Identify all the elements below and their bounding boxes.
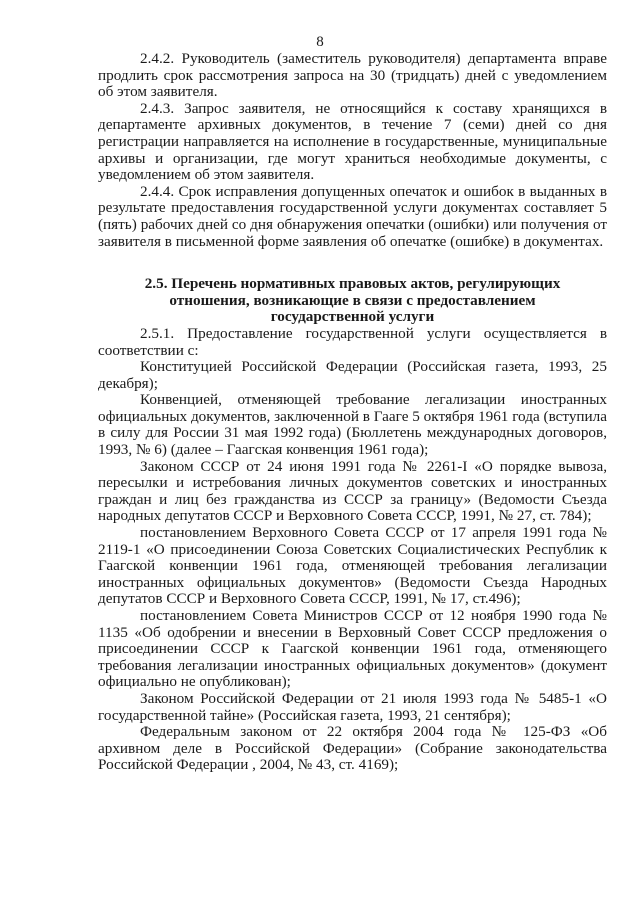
list-item-council-of-ministers-resolution: постановлением Совета Министров СССР от 12 ноября 1990 года № 1135 «Об одобрении и внесении в Верховный Совет СССР предложения о присоединении СССР к Гаагской конвенции 1961 года, отменяющего требования легализации иностранных официальных документов» (документ официально не опубликован);	[98, 607, 607, 691]
document-body	[98, 51, 607, 774]
list-item-supreme-council-resolution: постановлением Верховного Совета СССР от 17 апреля 1991 года № 2119-1 «О присоединении Союза Советских Социалистических Республик к Гаагской конвенции 1961 года, отменяющей требования легализации иностранных официальных документов» (Ведомости Съезда Народных депутатов СССР и Верховного Совета СССР, 1991, № 17, ст.496);	[98, 524, 607, 608]
section-heading-line: государственной услуги	[270, 308, 435, 326]
section-heading-2-5	[98, 276, 607, 326]
page-number: 8	[316, 34, 324, 50]
list-item-hague-convention: Конвенцией, отменяющей требование легализации иностранных официальных документов, заключенной в Гааге 5 октября 1961 года (вступила в силу для России 31 мая 1992 года) (Бюллетень международных договоров, 1993, № 6) (далее – Гаагская конвенция 1961 года);	[98, 391, 607, 459]
list-item-ussr-law-2261: Законом СССР от 24 июня 1991 года № 2261-I «О порядке вывоза, пересылки и истребования личных документов советских и иностранных граждан и лиц без гражданства из СССР за границу» (Ведомости Съезда народных депутатов СССР и Верховного Совета СССР, 1991, № 27, ст. 784);	[98, 457, 607, 525]
section-heading-line: 2.5. Перечень нормативных правовых актов, регулирующих	[144, 275, 561, 293]
paragraph-2-4-3: 2.4.3. Запрос заявителя, не относящийся к составу хранящихся в департаменте архивных документов, в течение 7 (семи) дней со дня регистрации направляется на исполнение в государственные, муниципальные архивы и организации, где могут храниться необходимые документы, с уведомлением об этом заявителя.	[98, 99, 607, 184]
paragraph-2-4-4: 2.4.4. Срок исправления допущенных опечаток и ошибок в выданных в результате предоставления государственной услуги документах составляет 5 (пять) рабочих дней со дня обнаружения опечатки (ошибки) или получения от заявителя в письменной форме заявления об опечатке (ошибке) в документах.	[98, 182, 607, 250]
section-heading-line: отношения, возникающие в связи с предоставлением	[169, 291, 536, 309]
paragraph-2-5-1: 2.5.1. Предоставление государственной услуги осуществляется в соответствии с:	[98, 324, 607, 359]
paragraph-2-4-2: 2.4.2. Руководитель (заместитель руководителя) департамента вправе продлить срок рассмотрения запроса на 30 (тридцать) дней с уведомлением об этом заявителя.	[98, 50, 607, 101]
list-item-constitution: Конституцией Российской Федерации (Российская газета, 1993, 25 декабря);	[98, 358, 607, 392]
list-item-archive-law: Федеральным законом от 22 октября 2004 года № 125-ФЗ «Об архивном деле в Российской Федерации» (Собрание законодательства Российской Федерации , 2004, № 43, ст. 4169);	[98, 723, 607, 774]
list-item-state-secret-law: Законом Российской Федерации от 21 июля 1993 года № 5485-1 «О государственной тайне» (Российская газета, 1993, 21 сентября);	[98, 689, 607, 724]
